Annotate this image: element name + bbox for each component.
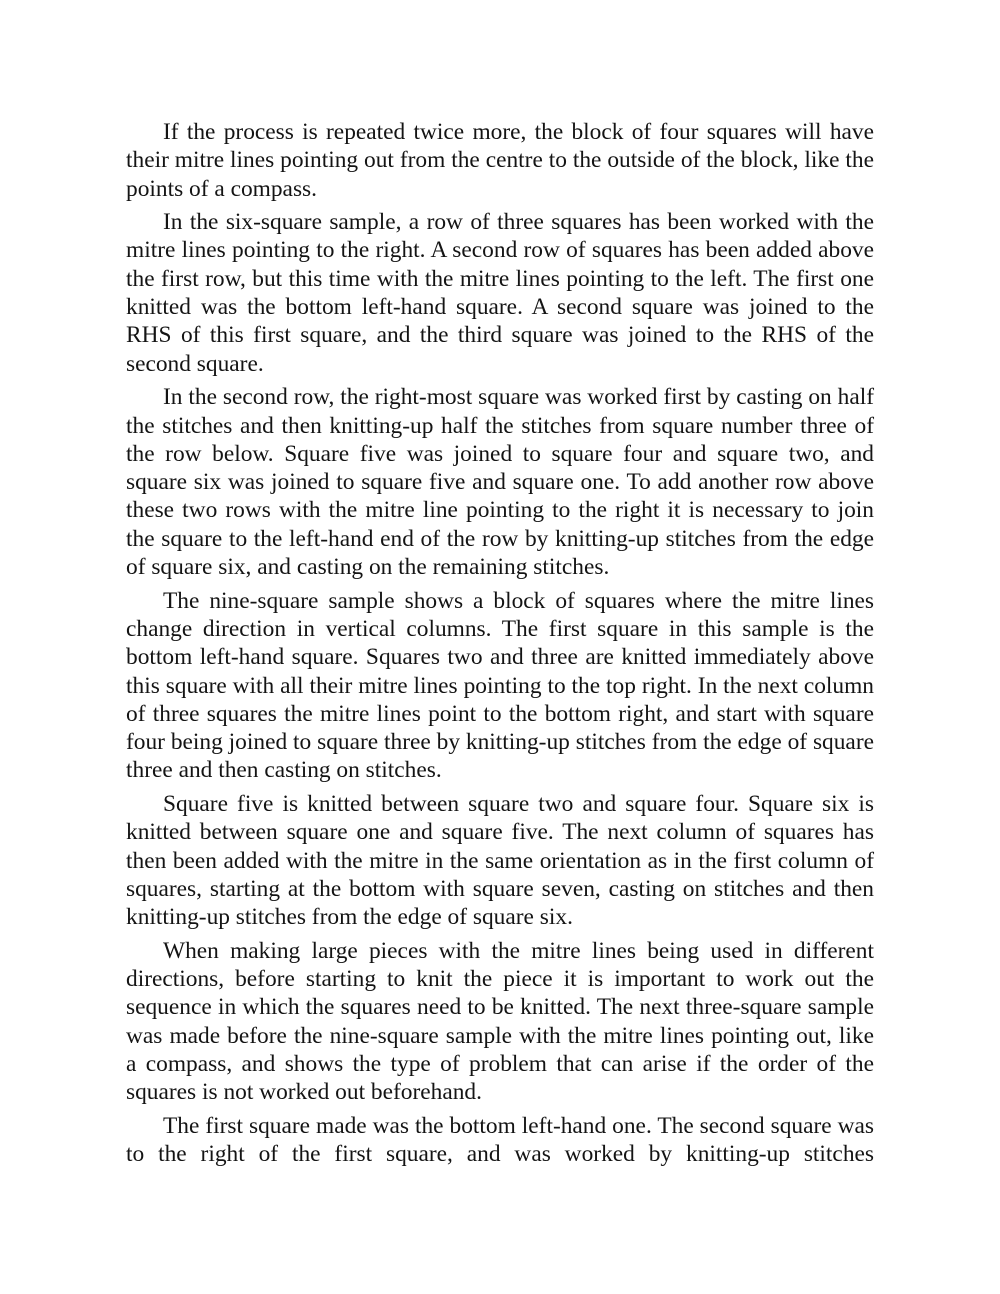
paragraph-4: The nine-square sample shows a block of squares where the mitre lines change direction in vertical columns. The first square in this sample is the bottom left-hand square. Squares two and three are knitted immediately above this square with all their mitre lines pointing to the top right. In the next column of three squares the mitre lines point to the bottom right, and start with square four being joined to square three by knitting-up stitches from the edge of square three and then casting on stitches.: [126, 587, 874, 784]
paragraph-5: Square five is knitted between square two and square four. Square six is knitted between square one and square five. The next column of squares has then been added with the mitre in the same orientation as in the first column of squares, starting at the bottom with square seven, casting on stitches and then knitting-up stitches from the edge of square six.: [126, 791, 874, 931]
paragraph-3: In the second row, the right-most square was worked first by casting on half the stitches and then knitting-up half the stitches from square number three of the row below. Square five was joined to square four and square two, and square six was joined to square five and square one. To add another row above these two rows with the mitre line pointing to the right it is necessary to join the square to the left-hand end of the row by knitting-up stitches from the edge of square six, and casting on the remaining stitches.: [126, 384, 874, 581]
paragraph-6: When making large pieces with the mitre lines being used in different directions, before starting to knit the piece it is important to work out the sequence in which the squares need to be knitted. The next three-square sample was made before the nine-square sample with the mitre lines pointing out, like a compass, and shows the type of problem that can arise if the order of the squares is not worked out beforehand.: [126, 937, 874, 1106]
paragraph-7: The first square made was the bottom left-hand one. The second square was to the right of the first square, and was worked by knitting-up stitches: [126, 1112, 874, 1168]
page-body: [126, 118, 874, 1174]
paragraph-2: In the six-square sample, a row of three squares has been worked with the mitre lines pointing to the right. A second row of squares has been added above the first row, but this time with the mitre lines pointing to the left. The first one knitted was the bottom left-hand square. A second square was joined to the RHS of this first square, and the third square was joined to the RHS of the second square.: [126, 209, 874, 377]
paragraph-1: If the process is repeated twice more, the block of four squares will have their mitre lines pointing out from the centre to the outside of the block, like the points of a compass.: [126, 119, 874, 202]
